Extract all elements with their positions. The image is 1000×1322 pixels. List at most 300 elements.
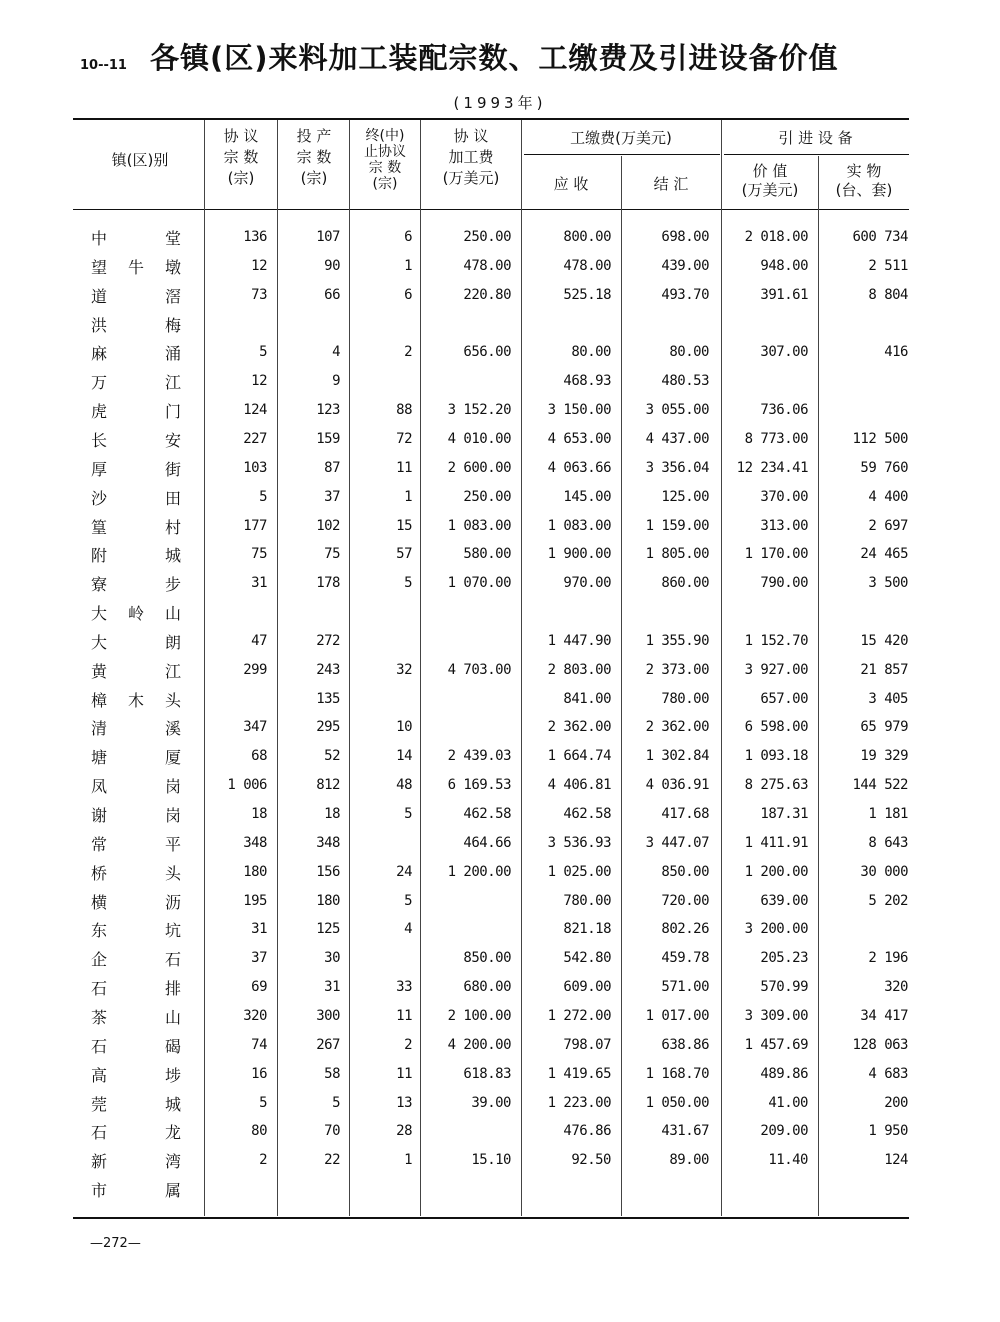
fee-group-rule [524,154,720,155]
cell-value: 5 [404,806,412,822]
cell-value: 1 950 [868,1123,908,1140]
table-row [0,772,1000,800]
cell-value: 87 [324,459,340,476]
cell-value: 250.00 [463,488,511,505]
cell-value: 525.18 [563,286,611,303]
town-name [91,774,181,797]
cell-value: 92.50 [571,1152,611,1169]
town-name [91,226,181,249]
cell-value: 220.80 [463,286,511,303]
cell-value: 970.00 [563,575,611,592]
cell-value: 680.00 [463,979,511,996]
cell-value: 439.00 [661,257,709,274]
town-name [91,745,181,768]
cell-value: 571.00 [661,979,709,996]
town-name-char: 石 [91,1123,108,1143]
cell-value: 227 [243,430,267,447]
town-name-char: 村 [164,517,181,537]
cell-value: 80 [251,1123,267,1140]
cell-value: 272 [316,632,340,649]
town-name-char: 山 [164,1007,181,1027]
town-name [91,630,181,653]
town-name [91,716,181,739]
cell-value: 72 [396,430,412,447]
town-name-char: 附 [91,546,108,566]
cell-value: 1 159.00 [645,517,709,534]
town-name-char: 平 [164,834,181,854]
cell-value: 948.00 [760,257,808,274]
cell-value: 136 [243,229,267,245]
cell-value: 59 760 [860,459,908,476]
cell-value: 1 181 [868,806,908,822]
town-name [91,543,181,566]
town-name-char: 道 [91,286,108,306]
table-row [0,1003,1000,1031]
cell-value: 1 805.00 [645,546,709,563]
cell-value: 22 [324,1152,340,1169]
town-name-char: 麻 [91,344,108,364]
cell-value: 1 900.00 [547,546,611,563]
cell-value: 11 [396,1065,412,1082]
cell-value: 2 439.03 [447,748,511,765]
town-name-char: 常 [91,834,108,854]
cell-value: 618.83 [463,1065,511,1082]
town-name-char: 龙 [164,1123,181,1143]
cell-value: 250.00 [463,229,511,245]
town-name-char: 谢 [91,806,108,825]
town-name-char: 田 [164,488,181,508]
cell-value: 1 017.00 [645,1007,709,1024]
table-top-rule [73,118,909,120]
cell-value: 178 [316,575,340,592]
header-line: (宗) [227,169,255,187]
table-row [0,253,1000,281]
town-name-char: 岭 [127,604,144,624]
cell-value: 476.86 [563,1123,611,1140]
table-row [0,628,1000,656]
table-row [0,859,1000,887]
town-name-char: 江 [164,661,181,681]
cell-value: 75 [251,546,267,563]
cell-value: 821.18 [563,921,611,938]
cell-value: 656.00 [463,344,511,361]
cell-value: 1 447.90 [547,632,611,649]
cell-value: 52 [324,748,340,765]
cell-value: 10 [396,719,412,736]
cell-value: 3 356.04 [645,459,709,476]
header-prod-cases [279,126,349,189]
cell-value: 11.40 [768,1152,808,1169]
cell-value: 28 [396,1123,412,1140]
header-fee-settled: 结 汇 [653,175,689,193]
header-agree-fee [422,126,520,189]
town-name-char: 新 [91,1152,108,1172]
cell-value: 860.00 [661,575,709,592]
cell-value: 205.23 [760,950,808,967]
cell-value: 88 [396,402,412,419]
town-name [91,515,181,538]
cell-value: 1 170.00 [744,546,808,563]
page-number: —272— [90,1236,141,1251]
cell-value: 24 465 [860,546,908,563]
cell-value: 348 [316,834,340,851]
table-row [0,339,1000,367]
cell-value: 1 [404,1152,412,1169]
cell-value: 1 025.00 [547,863,611,880]
cell-value: 3 405 [868,690,908,707]
town-name [91,947,181,970]
town-name-char: 寮 [91,575,108,595]
header-line: 投 产 [296,127,332,145]
cell-value: 112 500 [852,430,908,447]
town-name-char: 望 [91,257,108,277]
cell-value: 4 200.00 [447,1036,511,1053]
cell-value: 300 [316,1007,340,1024]
cell-value: 74 [251,1036,267,1053]
town-name-char: 石 [164,950,181,970]
cell-value: 80.00 [669,344,709,361]
table-row [0,426,1000,454]
town-name [91,1178,181,1201]
town-name [91,861,181,884]
cell-value: 1 664.74 [547,748,611,765]
cell-value: 698.00 [661,229,709,245]
table-bottom-rule [73,1217,909,1219]
cell-value: 1 419.65 [547,1065,611,1082]
cell-value: 370.00 [760,488,808,505]
town-name-char: 坑 [164,921,181,941]
town-name-char: 步 [164,575,181,595]
cell-value: 57 [396,546,412,563]
cell-value: 4 063.66 [547,459,611,476]
cell-value: 69 [251,979,267,996]
cell-value: 267 [316,1036,340,1053]
town-name [91,457,181,480]
cell-value: 31 [251,575,267,592]
cell-value: 124 [884,1152,908,1169]
cell-value: 39.00 [471,1094,511,1111]
cell-value: 1 302.84 [645,748,709,765]
header-line: 加工费 [448,148,494,166]
cell-value: 3 150.00 [547,402,611,419]
cell-value: 24 [396,863,412,880]
cell-value: 295 [316,719,340,736]
table-row [0,570,1000,598]
table-row [0,657,1000,685]
table-row [0,513,1000,541]
town-name [91,284,181,307]
cell-value: 6 169.53 [447,777,511,794]
cell-value: 12 [251,373,267,390]
table-row [0,1090,1000,1118]
cell-value: 73 [251,286,267,303]
cell-value: 128 063 [852,1036,908,1053]
table-row [0,974,1000,1002]
cell-value: 89.00 [669,1152,709,1169]
header-line: 协 议 [453,127,489,145]
cell-value: 462.58 [463,806,511,822]
table-row [0,801,1000,829]
cell-value: 542.80 [563,950,611,967]
town-name [91,1149,181,1172]
cell-value: 30 000 [860,863,908,880]
town-name [91,1063,181,1086]
cell-value: 4 406.81 [547,777,611,794]
cell-value: 299 [243,661,267,678]
town-name-char: 虎 [91,402,108,422]
town-name-char: 朗 [164,632,181,652]
header-line: 宗 数 [368,160,402,176]
header-agree-cases [206,126,276,189]
header-line: (万美元) [442,169,500,187]
cell-value: 8 643 [868,834,908,851]
cell-value: 4 036.91 [645,777,709,794]
cell-value: 2 362.00 [547,719,611,736]
town-name-char: 大 [91,632,108,652]
town-name-char: 石 [91,1036,108,1056]
cell-value: 8 773.00 [744,430,808,447]
town-name-char: 城 [164,546,181,566]
town-name-char: 滘 [164,286,181,306]
town-name-char: 东 [91,921,108,941]
table-row [0,397,1000,425]
town-name [91,313,181,336]
cell-value: 320 [243,1007,267,1024]
cell-value: 125.00 [661,488,709,505]
town-name-char: 洪 [91,315,108,335]
cell-value: 30 [324,950,340,967]
cell-value: 780.00 [661,690,709,707]
cell-value: 1 411.91 [744,834,808,851]
town-name-char: 黄 [91,661,108,681]
cell-value: 348 [243,834,267,851]
equip-group-rule [724,154,909,155]
cell-value: 200 [884,1094,908,1111]
cell-value: 1 093.18 [744,748,808,765]
town-name-char: 头 [164,690,181,710]
cell-value: 31 [251,921,267,938]
town-name-char: 江 [164,373,181,393]
cell-value: 107 [316,229,340,245]
town-name [91,688,181,711]
town-name [91,255,181,278]
town-name-char: 桥 [91,863,108,883]
cell-value: 468.93 [563,373,611,390]
town-name-char: 大 [91,604,108,624]
cell-value: 1 457.69 [744,1036,808,1053]
cell-value: 15 [396,517,412,534]
town-name [91,486,181,509]
header-line: (宗) [300,169,328,187]
cell-value: 2 511 [868,257,908,274]
cell-value: 102 [316,517,340,534]
cell-value: 3 927.00 [744,661,808,678]
town-name-char: 溪 [164,719,181,739]
town-name [91,1120,181,1143]
cell-value: 5 202 [868,892,908,909]
cell-value: 2 600.00 [447,459,511,476]
cell-value: 4 683 [868,1065,908,1082]
cell-value: 177 [243,517,267,534]
cell-value: 800.00 [563,229,611,245]
cell-value: 2 018.00 [744,229,808,245]
year-label: (1993年) [453,94,547,112]
title-row [80,36,920,86]
cell-value: 1 050.00 [645,1094,709,1111]
town-name [91,832,181,855]
town-name-char: 高 [91,1065,108,1085]
cell-value: 416 [884,344,908,361]
cell-value: 18 [251,806,267,822]
cell-value: 32 [396,661,412,678]
cell-value: 125 [316,921,340,938]
cell-value: 2 373.00 [645,661,709,678]
town-name [91,341,181,364]
town-name-char: 排 [164,979,181,999]
town-name-char: 梅 [164,315,181,335]
cell-value: 3 309.00 [744,1007,808,1024]
table-row [0,830,1000,858]
cell-value: 4 [332,344,340,361]
cell-value: 180 [243,863,267,880]
town-name-char: 岗 [164,777,181,797]
cell-value: 1 006 [227,777,267,794]
town-name-char: 长 [91,430,108,450]
town-name-char: 篁 [91,517,108,537]
header-line: 止协议 [364,144,406,160]
cell-value: 4 010.00 [447,430,511,447]
cell-value: 600 734 [852,229,908,245]
table-row [0,541,1000,569]
cell-value: 14 [396,748,412,765]
cell-value: 3 500 [868,575,908,592]
cell-value: 639.00 [760,892,808,909]
cell-value: 18 [324,806,340,822]
cell-value: 13 [396,1094,412,1111]
header-line: 价 值 [752,162,788,180]
town-name [91,399,181,422]
cell-value: 34 417 [860,1007,908,1024]
cell-value: 21 857 [860,661,908,678]
cell-value: 320 [884,979,908,996]
town-name [91,976,181,999]
cell-value: 570.99 [760,979,808,996]
town-name-char: 山 [164,604,181,624]
cell-value: 850.00 [463,950,511,967]
cell-value: 123 [316,402,340,419]
cell-value: 2 362.00 [645,719,709,736]
cell-value: 37 [324,488,340,505]
cell-value: 4 [404,921,412,938]
cell-value: 2 100.00 [447,1007,511,1024]
town-name-char: 莞 [91,1094,108,1114]
cell-value: 145.00 [563,488,611,505]
cell-value: 8 275.63 [744,777,808,794]
header-line: 终(中) [365,128,405,144]
cell-value: 11 [396,1007,412,1024]
cell-value: 464.66 [463,834,511,851]
cell-value: 431.67 [661,1123,709,1140]
town-name-char: 厦 [164,748,181,768]
cell-value: 103 [243,459,267,476]
town-name-char: 碣 [164,1036,181,1056]
cell-value: 580.00 [463,546,511,563]
table-row [0,1176,1000,1204]
header-line: 宗 数 [296,148,332,166]
cell-value: 1 083.00 [447,517,511,534]
town-name-char: 岗 [164,806,181,825]
cell-value: 1 200.00 [744,863,808,880]
town-name-char: 涌 [164,344,181,364]
cell-value: 462.58 [563,806,611,822]
table-row [0,945,1000,973]
town-name-char: 樟 [91,690,108,710]
cell-value: 2 803.00 [547,661,611,678]
cell-value: 6 598.00 [744,719,808,736]
cell-value: 90 [324,257,340,274]
cell-value: 159 [316,430,340,447]
cell-value: 41.00 [768,1094,808,1111]
table-row [0,282,1000,310]
town-name-char: 清 [91,719,108,739]
town-name [91,601,181,624]
cell-value: 1 083.00 [547,517,611,534]
table-row [0,311,1000,339]
town-name-char: 安 [164,430,181,450]
town-name [91,1034,181,1057]
town-name-char: 企 [91,950,108,970]
cell-value: 1 272.00 [547,1007,611,1024]
cell-value: 2 [404,344,412,361]
table-row [0,743,1000,771]
town-name-char: 茶 [91,1007,108,1027]
cell-value: 1 [404,257,412,274]
table-row [0,455,1000,483]
cell-value: 1 070.00 [447,575,511,592]
cell-value: 80.00 [571,344,611,361]
cell-value: 480.53 [661,373,709,390]
header-term-cases [350,128,420,192]
table-row [0,599,1000,627]
cell-value: 12 [251,257,267,274]
header-line: (台、套) [835,181,893,199]
cell-value: 124 [243,402,267,419]
cell-value: 65 979 [860,719,908,736]
table-row [0,484,1000,512]
town-name [91,1005,181,1028]
cell-value: 156 [316,863,340,880]
cell-value: 187.31 [760,806,808,822]
cell-value: 780.00 [563,892,611,909]
cell-value: 347 [243,719,267,736]
town-name-char: 沙 [91,488,108,508]
town-name-char: 街 [164,459,181,479]
cell-value: 16 [251,1065,267,1082]
town-name-char: 厚 [91,459,108,479]
cell-value: 3 200.00 [744,921,808,938]
town-name-char: 堂 [164,229,181,248]
header-line: 协 议 [223,127,259,145]
cell-value: 4 400 [868,488,908,505]
cell-value: 1 200.00 [447,863,511,880]
town-name-char: 塘 [91,748,108,768]
town-name-char: 石 [91,979,108,999]
header-equip-units [819,162,909,200]
cell-value: 1 152.70 [744,632,808,649]
town-name-char: 墩 [164,257,181,277]
table-row [0,368,1000,396]
cell-value: 144 522 [852,777,908,794]
